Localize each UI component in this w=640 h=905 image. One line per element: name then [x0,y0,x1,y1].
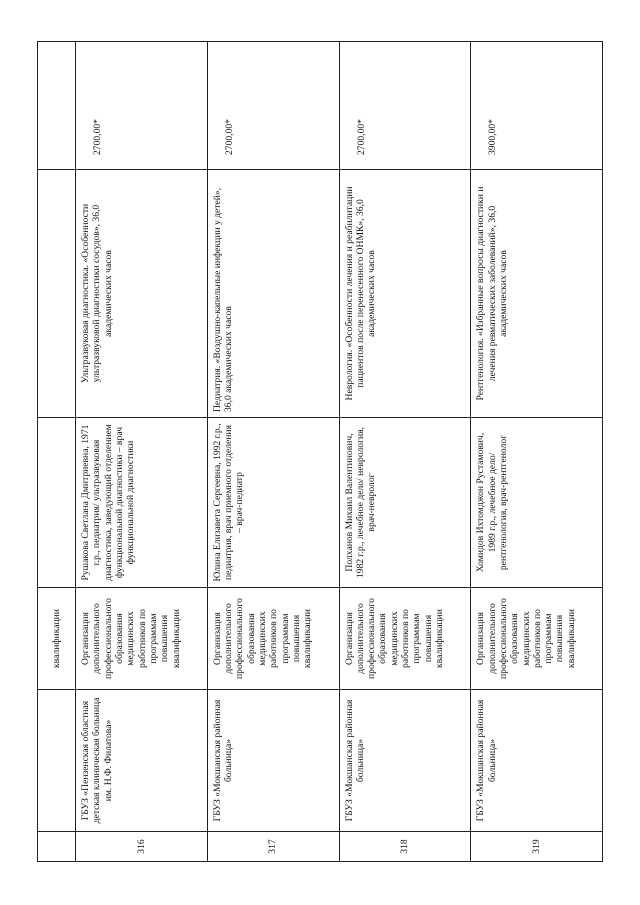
rotated-table-container [37,42,603,862]
row-number: 316 [76,832,208,862]
course-cell: Педиатрия. «Воздушно-капельные инфекции у детей», 36,0 академических часов [207,170,339,418]
table-header-row [38,42,76,862]
specialist-cell: Рушакова Светлана Дмитриевна, 1971 г.р., педиатрия/ ультразвуковая диагностика, заведующий отделением функциональной диагностики – врач функциональной диагностики [76,418,208,588]
header-cell-num [38,832,76,862]
course-cell: Ультразвуковая диагностика. «Особенности ультразвуковой диагностики сосудов», 36,0 академических часов [76,170,208,418]
header-cell-specialist [38,418,76,588]
header-cell-course [38,170,76,418]
table-row [471,42,603,862]
course-cell: Неврология. «Особенности лечения и реабилитации пациентов после перенесенного ОНМК», 36,0 академических часов [339,170,471,418]
organization-cell: ГБУЗ «Мокшанская районная больница» [471,690,603,832]
price-cell: 2700,00* [76,42,208,170]
row-number: 317 [207,832,339,862]
header-cell-program-type: квалификации [38,588,76,690]
row-number: 318 [339,832,471,862]
program-type-cell: Организация дополнительного профессионального образования медицинских работников по программам повышения квалификации [207,588,339,690]
program-type-cell: Организация дополнительного профессионального образования медицинских работников по программам повышения квалификации [76,588,208,690]
course-cell: Рентгенология. «Избранные вопросы диагностики и лечения ревматических заболеваний», 36,0 академических часов [471,170,603,418]
program-type-cell: Организация дополнительного профессионального образования медицинских работников по программам повышения квалификации [471,588,603,690]
program-type-cell: Организация дополнительного профессионального образования медицинских работников по программам повышения квалификации [339,588,471,690]
organization-cell: ГБУЗ «Пензенская областная детская клиническая больница им. Н.Ф. Филатова» [76,690,208,832]
row-number: 319 [471,832,603,862]
organization-cell: ГБУЗ «Мокшанская районная больница» [207,690,339,832]
specialist-cell: Хомидов Ихтомджон Рустамович, 1989 г.р., лечебное дело/ рентгенология, врач-рентгенолог [471,418,603,588]
price-cell: 3900,00* [471,42,603,170]
specialist-cell: Юлина Елизавета Сергеевна, 1992 г.р., педиатрия, врач приемного отделения – врач-педиатр [207,418,339,588]
header-cell-org [38,690,76,832]
specialist-cell: Полханов Михаил Валентинович, 1982 г.р., лечебное дело/ неврология, врач-невролог [339,418,471,588]
header-cell-price [38,42,76,170]
organization-cell: ГБУЗ «Мокшанская районная больница» [339,690,471,832]
table-row [76,42,208,862]
price-cell: 2700,00* [339,42,471,170]
table-row [207,42,339,862]
training-table [37,41,603,862]
table-row [339,42,471,862]
price-cell: 2700,00* [207,42,339,170]
document-page [37,42,603,862]
